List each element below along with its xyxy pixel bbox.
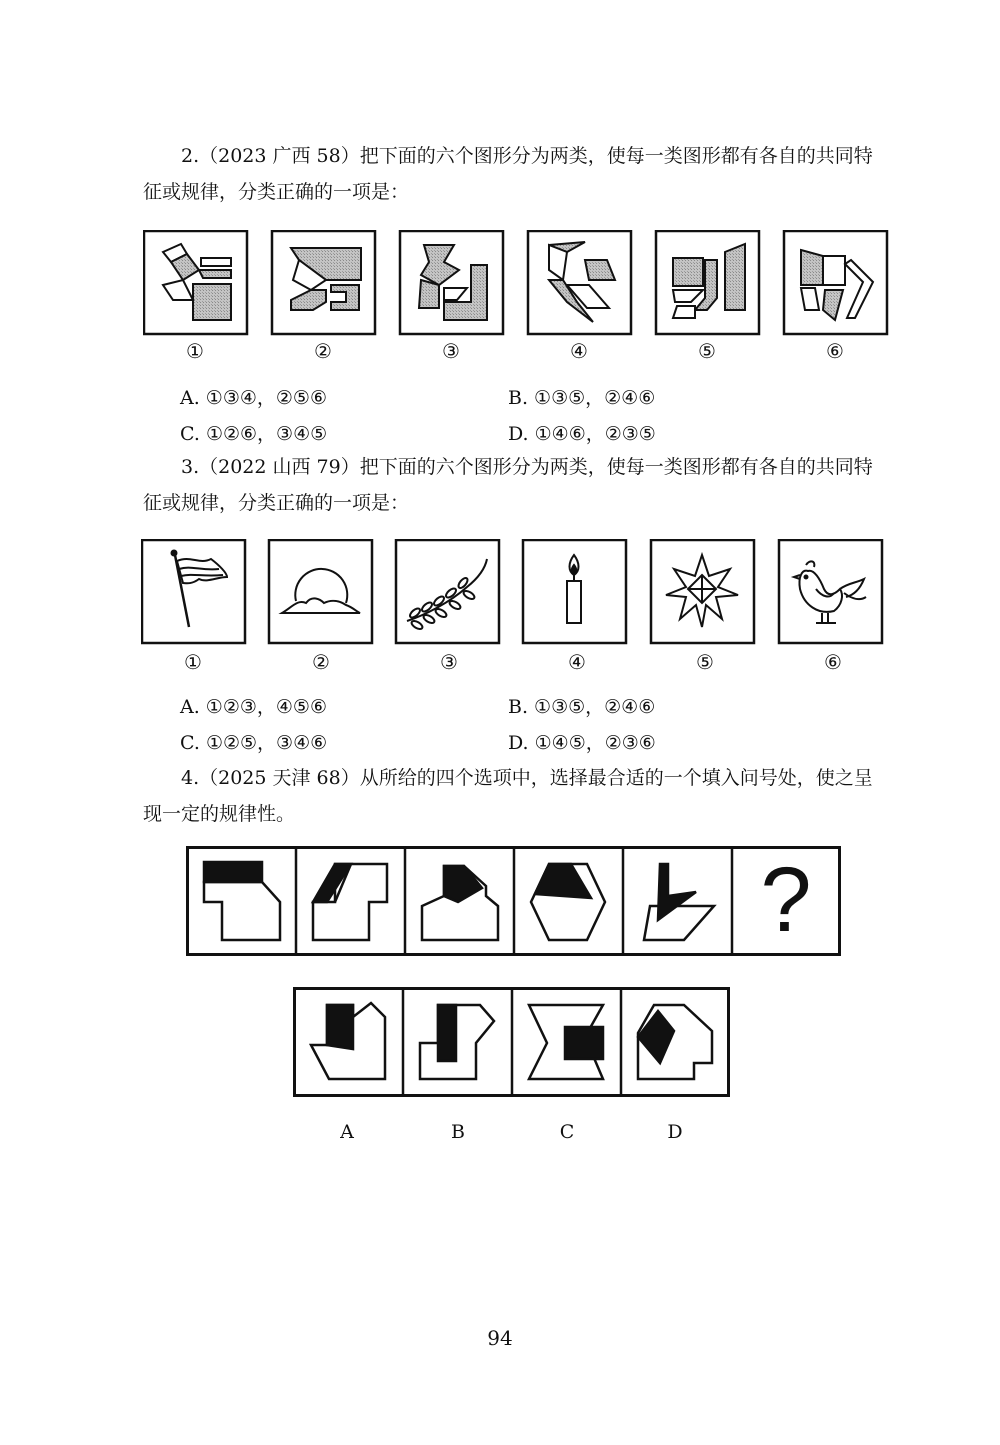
q4-sequence-figure-4 bbox=[531, 864, 605, 940]
q4-answer-figure-b bbox=[420, 1005, 494, 1079]
q2-label-6: ⑥ bbox=[826, 339, 844, 363]
q2-figure-3 bbox=[400, 231, 503, 334]
question-3-text: 3.（2022 山西 79）把下面的六个图形分为两类，使每一类图形都有各自的共同特征或规律，分类正确的一项是： bbox=[143, 456, 873, 514]
question-4-answers bbox=[293, 987, 733, 1099]
q3-figure-1-flag bbox=[142, 540, 245, 643]
q3-figure-3-branch bbox=[396, 540, 499, 643]
q4-answer-label-a[interactable]: A bbox=[340, 1121, 354, 1143]
q3-option-c[interactable]: C. ①②⑤，③④⑥ bbox=[180, 732, 328, 754]
q3-figure-5-star bbox=[651, 540, 754, 643]
q2-label-3: ③ bbox=[442, 339, 460, 363]
q4-answer-figure-c bbox=[529, 1005, 603, 1079]
page-number: 94 bbox=[487, 1326, 513, 1350]
question-2-figure-row bbox=[143, 230, 893, 340]
q3-label-1: ① bbox=[184, 650, 202, 674]
q2-label-1: ① bbox=[186, 339, 204, 363]
question-3-figure-row bbox=[141, 539, 891, 649]
q2-option-b[interactable]: B. ①③⑤，②④⑥ bbox=[508, 387, 656, 409]
question-2-text: 2.（2023 广西 58）把下面的六个图形分为两类，使每一类图形都有各自的共同特征或规律，分类正确的一项是： bbox=[143, 145, 873, 203]
q3-label-6: ⑥ bbox=[824, 650, 842, 674]
q4-answer-label-d[interactable]: D bbox=[667, 1121, 683, 1143]
q4-answer-figure-d bbox=[638, 1005, 712, 1079]
q2-figure-2 bbox=[272, 231, 375, 334]
q2-figure-4 bbox=[528, 231, 631, 334]
q2-option-a[interactable]: A. ①③④，②⑤⑥ bbox=[180, 387, 327, 409]
q3-option-a[interactable]: A. ①②③，④⑤⑥ bbox=[180, 696, 327, 718]
q3-label-5: ⑤ bbox=[696, 650, 714, 674]
q4-answer-label-c[interactable]: C bbox=[559, 1121, 575, 1143]
q2-label-4: ④ bbox=[570, 339, 588, 363]
q2-label-2: ② bbox=[314, 339, 332, 363]
q4-sequence-figure-1 bbox=[204, 862, 280, 940]
q4-answer-figure-a bbox=[311, 1003, 385, 1079]
q2-option-c[interactable]: C. ①②⑥，③④⑤ bbox=[180, 423, 328, 445]
q3-figure-4-candle bbox=[523, 540, 626, 643]
q3-figure-6-bird bbox=[779, 540, 882, 643]
q4-sequence-figure-3 bbox=[422, 866, 498, 940]
q3-option-d[interactable]: D. ①④⑤，②③⑥ bbox=[508, 732, 656, 754]
q4-sequence-figure-5 bbox=[644, 864, 714, 940]
q3-figure-2-sun bbox=[269, 540, 372, 643]
q3-label-3: ③ bbox=[440, 650, 458, 674]
q3-option-b[interactable]: B. ①③⑤，②④⑥ bbox=[508, 696, 656, 718]
q4-sequence-figure-2 bbox=[313, 864, 387, 940]
question-mark: ? bbox=[760, 849, 812, 951]
q2-figure-1 bbox=[144, 231, 247, 334]
q3-label-2: ② bbox=[312, 650, 330, 674]
q2-figure-6 bbox=[784, 231, 887, 334]
q3-label-4: ④ bbox=[568, 650, 586, 674]
q2-option-d[interactable]: D. ①④⑥，②③⑤ bbox=[508, 423, 656, 445]
question-4-sequence bbox=[186, 846, 846, 958]
question-4-text: 4.（2025 天津 68）从所给的四个选项中，选择最合适的一个填入问号处，使之呈现一定的规律性。 bbox=[143, 767, 873, 825]
q2-figure-5 bbox=[656, 231, 759, 334]
q4-answer-label-b[interactable]: B bbox=[451, 1121, 465, 1143]
q2-label-5: ⑤ bbox=[698, 339, 716, 363]
